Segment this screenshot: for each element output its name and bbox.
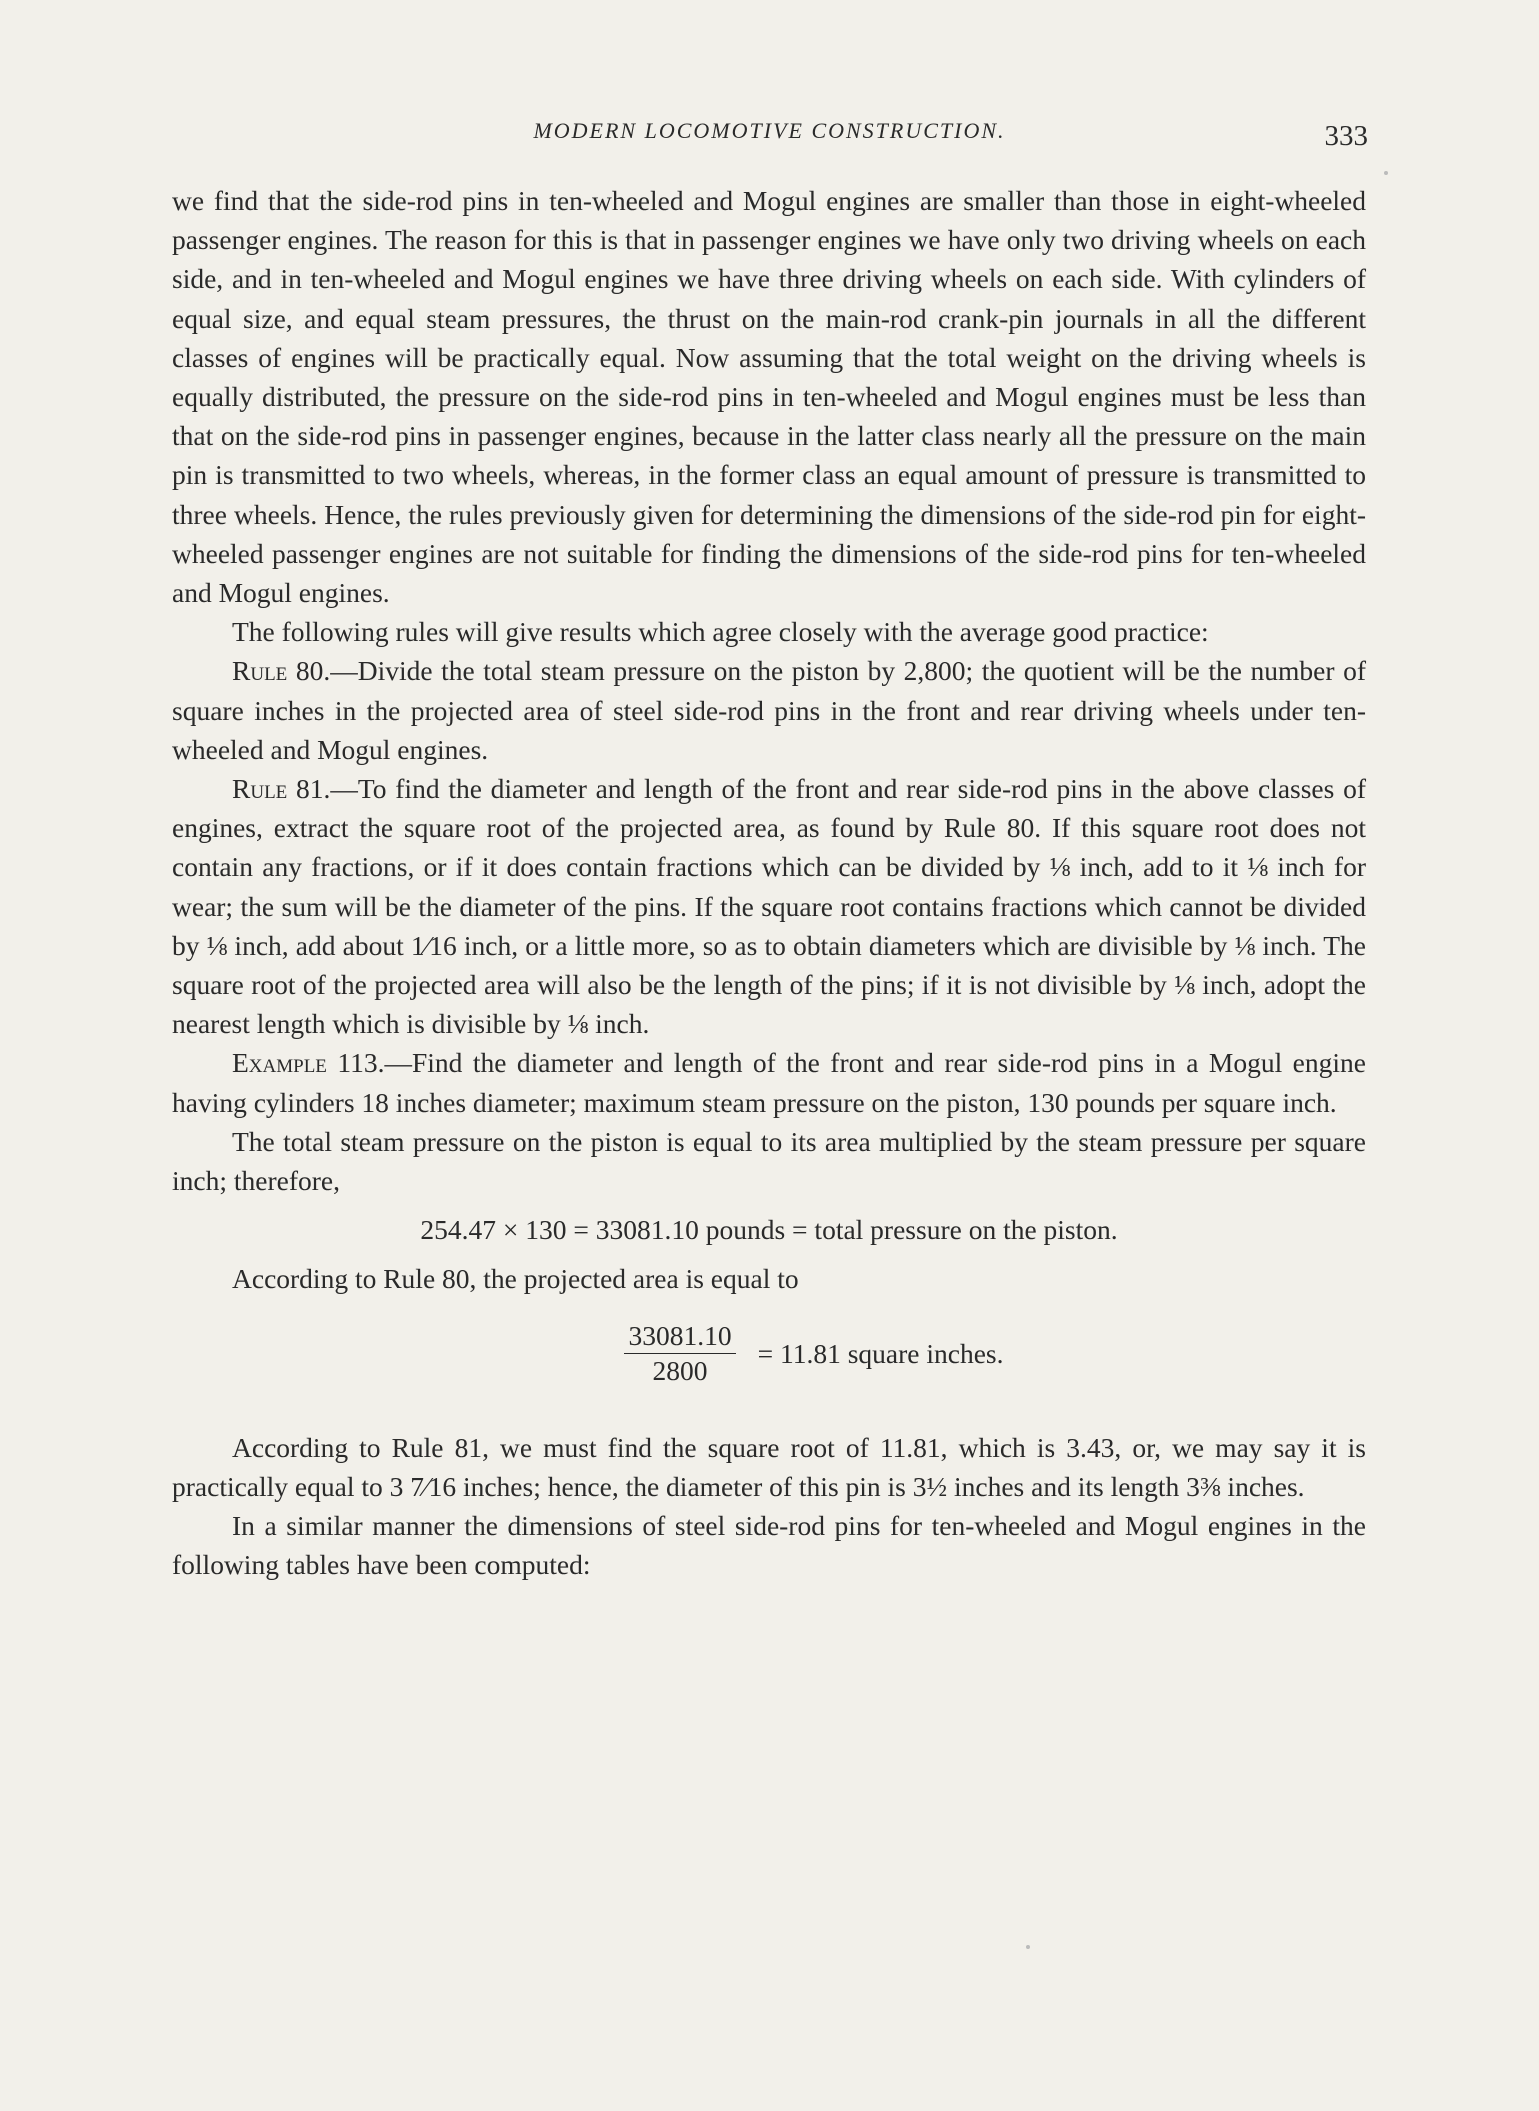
rule-label: Rule — [232, 655, 288, 687]
paragraph: The following rules will give results which agree closely with the average good practice: — [232, 616, 1209, 648]
paragraph: According to Rule 81, we must find the square root of 11.81, which is 3.43, or, we may say it is practically equal to 3 7⁄16 inches; hence, the diameter of this pin is 3½ inches and its length 3⅜ inches. — [172, 1431, 1366, 1502]
paper-speck — [1026, 1945, 1030, 1949]
example-text: 113.—Find the diameter and length of the front and rear side-rod pins in a Mogul engine having cylinders 18 inches diameter; maximum steam pressure on the piston, 130 pounds per square inch. — [172, 1047, 1366, 1118]
equation-result: = 11.81 square inches. — [757, 1337, 1004, 1369]
rule-81 — [172, 769, 1366, 1043]
example-113 — [172, 1043, 1366, 1121]
paragraph: According to Rule 80, the projected area is equal to — [232, 1263, 799, 1295]
denominator: 2800 — [652, 1354, 708, 1386]
paragraph: we find that the side-rod pins in ten-wheeled and Mogul engines are smaller than those in eight-wheeled passenger engines. The reason for this is that in passenger engines we have only two driving wheels on each side, and in ten-wheeled and Mogul engines we have three driving wheels on each side. With cylinders of equal size, and equal steam pressures, the thrust on the main-rod crank-pin journals in all the different classes of engines will be practically equal. Now assuming that the total weight on the driving wheels is equally distributed, the pressure on the side-rod pins in ten-wheeled and Mogul engines must be less than that on the side-rod pins in passenger engines, because in the latter class nearly all the pressure on the main pin is transmitted to two wheels, whereas, in the former class an equal amount of pressure is transmitted to three wheels. Hence, the rules previously given for determining the dimensions of the side-rod pin for eight-wheeled passenger engines are not suitable for finding the dimensions of the side-rod pins for ten-wheeled and Mogul engines. — [172, 185, 1366, 609]
equation: 254.47 × 130 = 33081.10 pounds = total pressure on the piston. — [420, 1214, 1118, 1246]
running-head: MODERN LOCOMOTIVE CONSTRUCTION. — [533, 118, 1006, 143]
rule-80 — [172, 651, 1366, 769]
example-label: Example — [232, 1047, 327, 1079]
paper-speck — [1384, 171, 1388, 175]
numerator: 33081.10 — [624, 1321, 735, 1354]
paragraph: In a similar manner the dimensions of steel side-rod pins for ten-wheeled and Mogul engines in the following tables have been computed: — [172, 1510, 1366, 1581]
fraction-equation — [172, 1321, 1366, 1386]
page-number: 333 — [1324, 120, 1368, 152]
fraction — [624, 1321, 735, 1386]
page-body — [172, 181, 1366, 1585]
rule-label: Rule — [232, 773, 288, 805]
paragraph: The total steam pressure on the piston is equal to its area multiplied by the steam pressure per square inch; therefore, — [172, 1125, 1366, 1197]
rule-text: 81.—To find the diameter and length of the front and rear side-rod pins in the above classes of engines, extract the square root of the projected area, as found by Rule 80. If this square root does not contain any fractions, or if it does contain fractions which can be divided by ⅛ inch, add to it ⅛ inch for wear; the sum will be the diameter of the pins. If the square root contains fractions which cannot be divided by ⅛ inch, add about 1⁄16 inch, or a little more, so as to obtain diameters which are divisible by ⅛ inch. The square root of the projected area will also be the length of the pins; if it is not divisible by ⅛ inch, adopt the nearest length which is divisible by ⅛ inch. — [172, 773, 1366, 1040]
rule-text: 80.—Divide the total steam pressure on the piston by 2,800; the quotient will be the number of square inches in the projected area of steel side-rod pins in the front and rear driving wheels under ten-wheeled and Mogul engines. — [172, 655, 1366, 765]
